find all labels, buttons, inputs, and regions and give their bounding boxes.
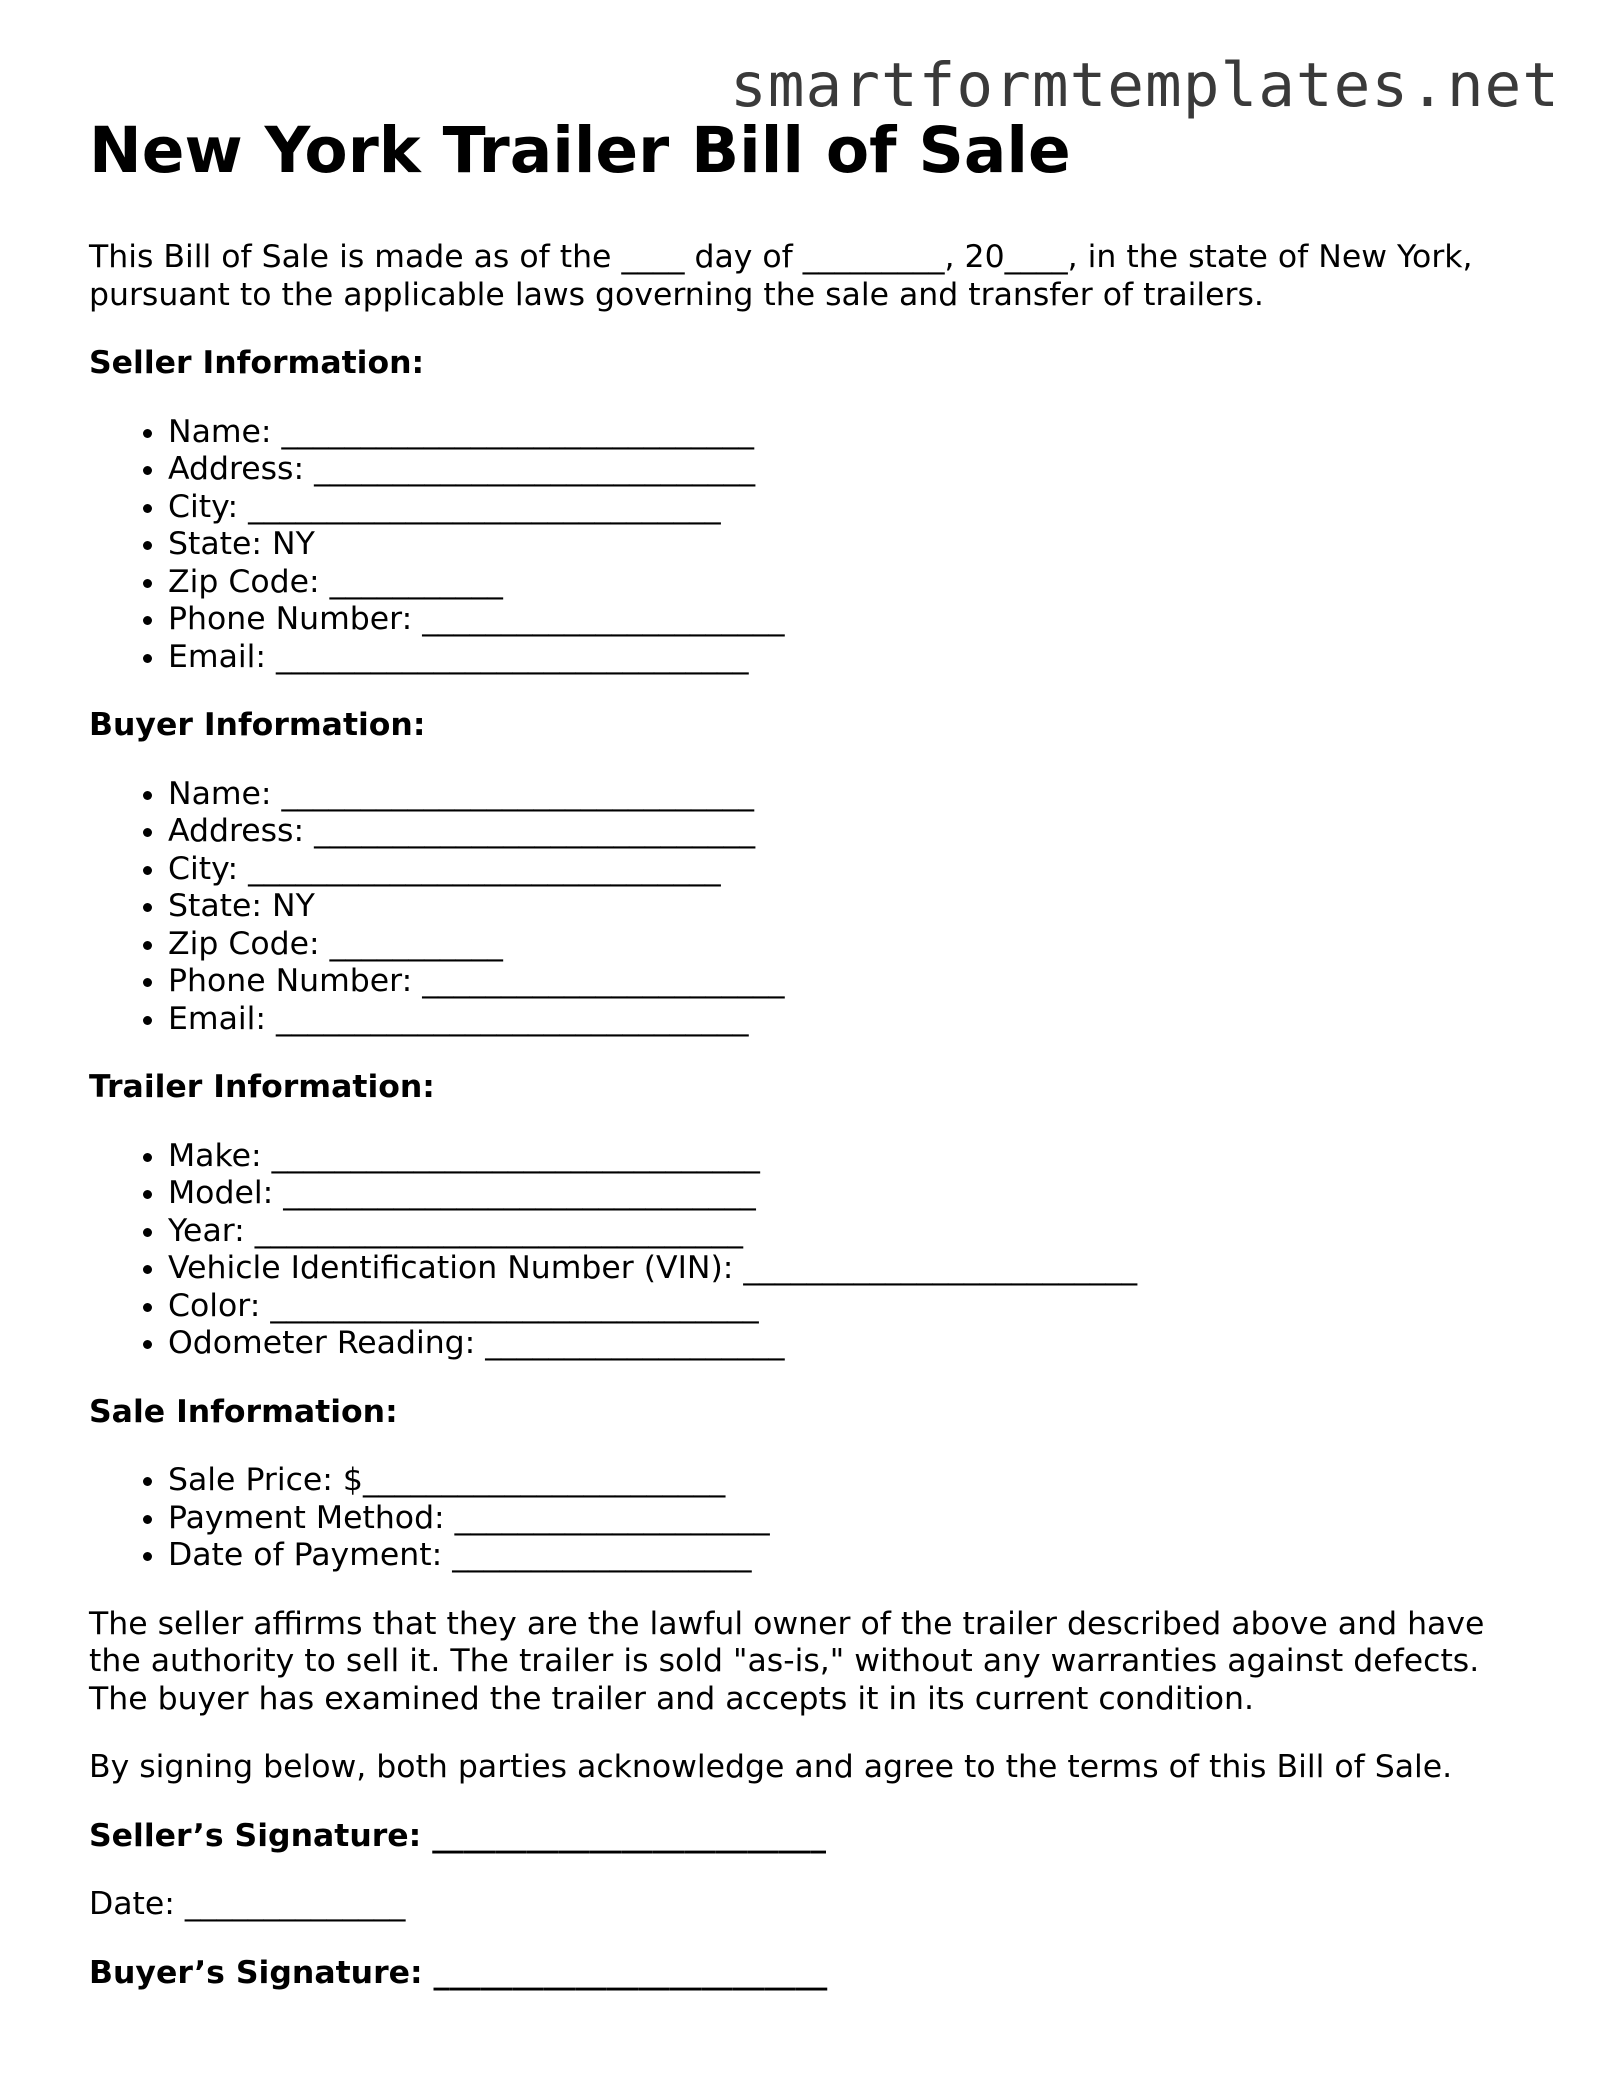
trailer-year-field: • Year: _______________________________ xyxy=(168,1213,1529,1251)
payment-method-field: • Payment Method: ____________________ xyxy=(168,1500,1529,1538)
seller-phone-field: • Phone Number: _______________________ xyxy=(168,601,1529,639)
buyer-email-field: • Email: ______________________________ xyxy=(168,1001,1529,1039)
document-title: New York Trailer Bill of Sale xyxy=(89,114,1071,187)
seller-address-field: • Address: ____________________________ xyxy=(168,451,1529,489)
buyer-info-heading: Buyer Information: xyxy=(89,707,426,743)
intro-paragraph: This Bill of Sale is made as of the ____ day of _________, 20____, in the state of New York, pursuant to the applicable laws governing the sale and transfer of trailers. xyxy=(89,239,1473,313)
buyer-city-field: • City: ______________________________ xyxy=(168,851,1529,889)
buyer-info-list xyxy=(89,776,1529,1039)
payment-date-field: • Date of Payment: ___________________ xyxy=(168,1537,1529,1575)
seller-email-field: • Email: ______________________________ xyxy=(168,639,1529,677)
document-page xyxy=(89,110,1529,1992)
trailer-model-field: • Model: ______________________________ xyxy=(168,1175,1529,1213)
trailer-info-list xyxy=(89,1138,1529,1363)
trailer-color-field: • Color: _______________________________ xyxy=(168,1288,1529,1326)
affirmation-paragraph: The seller affirms that they are the lawful owner of the trailer described above and have the authority to sell it. The trailer is sold "as-is," without any warranties against defects. The buyer has examined the trailer and accepts it in its current condition. xyxy=(89,1605,1485,1717)
buyer-zip-field: • Zip Code: ___________ xyxy=(168,926,1529,964)
trailer-info-heading: Trailer Information: xyxy=(89,1069,435,1105)
trailer-odometer-field: • Odometer Reading: ___________________ xyxy=(168,1325,1529,1363)
seller-info-heading: Seller Information: xyxy=(89,345,425,381)
buyer-address-field: • Address: ____________________________ xyxy=(168,813,1529,851)
seller-city-field: • City: ______________________________ xyxy=(168,489,1529,527)
seller-signature-line: Seller’s Signature: _________________________ xyxy=(89,1817,826,1854)
buyer-state-field: • State: NY xyxy=(168,888,1529,926)
buyer-signature-line: Buyer’s Signature: _________________________ xyxy=(89,1954,828,1991)
trailer-make-field: • Make: _______________________________ xyxy=(168,1138,1529,1176)
buyer-phone-field: • Phone Number: _______________________ xyxy=(168,963,1529,1001)
seller-info-list xyxy=(89,414,1529,677)
seller-zip-field: • Zip Code: ___________ xyxy=(168,564,1529,602)
sale-info-list xyxy=(89,1462,1529,1575)
seller-state-field: • State: NY xyxy=(168,526,1529,564)
signature-date-line: Date: ______________ xyxy=(89,1886,406,1922)
sale-info-heading: Sale Information: xyxy=(89,1393,398,1430)
sale-price-field: • Sale Price: $_______________________ xyxy=(168,1462,1529,1500)
buyer-name-field: • Name: ______________________________ xyxy=(168,776,1529,814)
watermark: smartformtemplates.net xyxy=(730,50,1560,121)
agreement-paragraph: By signing below, both parties acknowledge and agree to the terms of this Bill of Sale. xyxy=(89,1749,1453,1785)
seller-name-field: • Name: ______________________________ xyxy=(168,414,1529,452)
trailer-vin-field: • Vehicle Identification Number (VIN): _________________________ xyxy=(168,1250,1529,1288)
